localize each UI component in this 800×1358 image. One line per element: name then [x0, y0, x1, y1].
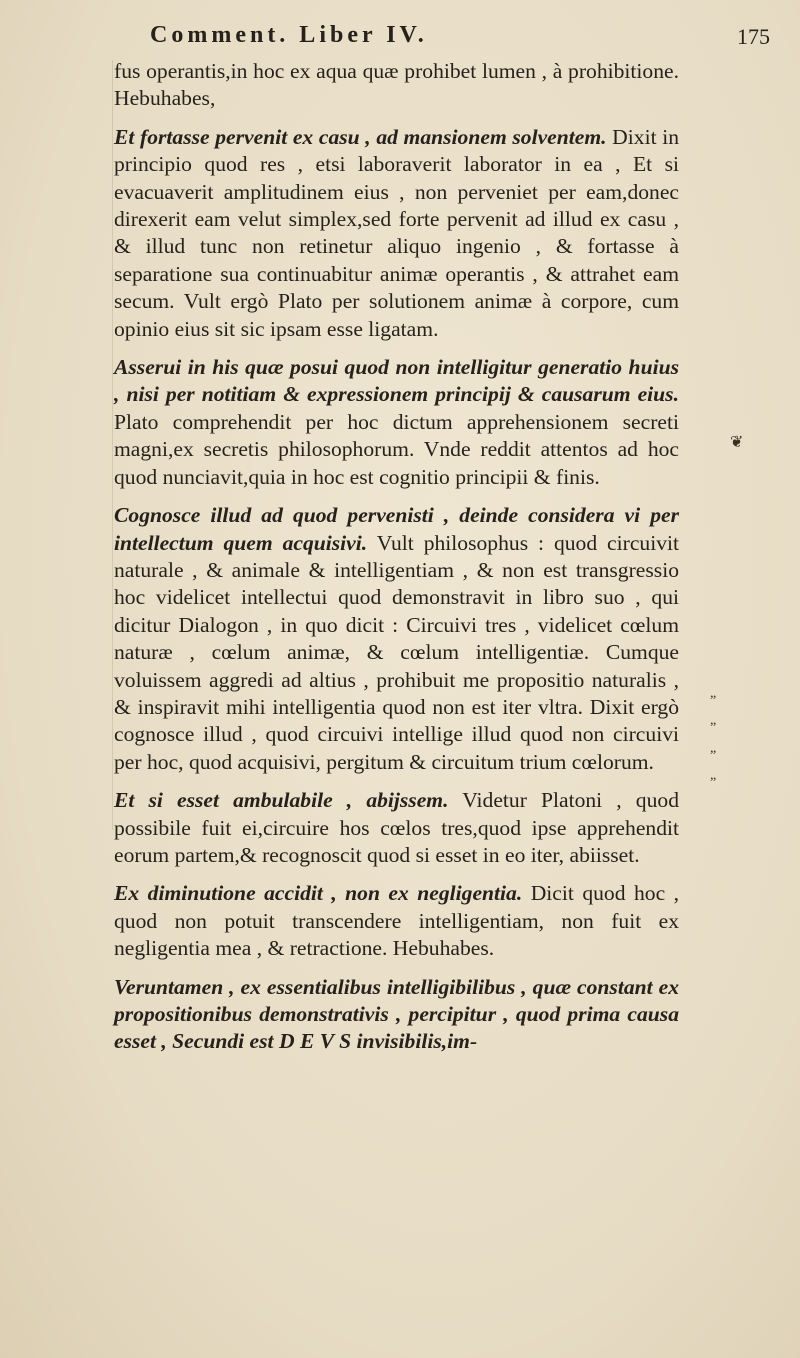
page-number: 175: [737, 24, 770, 49]
lemma: Asserui in his quæ posui quod non intelligitur generatio huius , nisi per notitiam & expressionem principij & causarum eius.: [114, 355, 679, 407]
paragraph-text: Dixit in principio quod res , etsi laboraverit laborator in ea , Et si evacuaverit amplitudinem eius , non perveniet per eam,donec direxerit eam velut simplex,sed forte pervenit ad illud ex casu , & illud tunc non retinetur aliquo ingenio , & fortasse à separatione sua continuabitur animæ operantis , & attrahet eam secum. Vult ergò Plato per solutionem animæ à corpore, cum opinio eius sit sic ipsam esse ligatam.: [114, 124, 680, 341]
paragraph-text: Dicit quod hoc , quod non potuit transcendere intelligentiam, non fuit ex negligentia mea , & retractione. Hebuhabes.: [114, 881, 679, 961]
quote-mark: „: [710, 713, 717, 729]
quote-mark: „: [710, 740, 717, 756]
paragraph: [114, 124, 679, 343]
quote-mark: „: [710, 686, 717, 701]
paragraph-text: Videtur Platoni , quod possibile fuit ei,circuire hos cœlos tres,quod ipse apprehendit eorum partem,& recognoscit quod si esset in eo iter, abiisset.: [114, 788, 679, 867]
lemma: Et fortasse pervenit ex casu , ad mansionem solventem.: [114, 124, 607, 149]
paragraph: [114, 787, 679, 869]
paragraph-text: fus operantis,in hoc ex aqua quæ prohibet lumen , à prohibitione. Hebuhabes,: [114, 59, 679, 111]
lemma: Cognosce illud ad quod pervenisti , deinde considera vi per intellectum quem acquisivi.: [114, 503, 679, 555]
paragraph-text: Plato comprehendit per hoc dictum apprehensionem secreti magni,ex secretis philosophorum. Vnde reddit attentos ad hoc quod nunciavit,quia in hoc est cognitio principii & finis.: [114, 409, 679, 489]
paragraph-text: Vult philosophus : quod circuivit naturale , & animale & intelligentiam , & non est transgressio hoc videlicet intellectui quod demonstravit in libro suo , qui dicitur Dialogon , in quo dicit : Circuivi tres , videlicet cœlum naturæ , cœlum animæ, & cœlum intelligentiæ. Cumque voluissem aggredi ad altius , prohibuit me propositio naturalis , & inspiravit mihi intelligentia quod non est iter vltra. Dixit ergò cognosce illud , quod circuivi intellige illud quod non circuivi per hoc, quod acquisivi, pergitum & circuitum trium cœlorum.: [114, 530, 680, 774]
paragraph: [114, 974, 679, 1056]
paragraph: [114, 502, 679, 776]
margin-rule: [112, 60, 113, 830]
paragraph: [114, 880, 679, 962]
main-text: [114, 58, 679, 1067]
lemma: Veruntamen , ex essentialibus intelligibilibus , quæ constant ex propositionibus demonstrativis , percipitur , quod prima causa esset , Secundi est D E V S invisibilis,im-: [114, 974, 679, 1054]
marginal-quote-marks: [710, 680, 730, 790]
lemma: Et si esset ambulabile , abijssem.: [114, 788, 449, 813]
paragraph: [114, 58, 679, 113]
quote-mark: „: [710, 768, 717, 784]
running-head: Comment. Liber IV.: [150, 22, 428, 48]
fleuron-ornament: ❦: [730, 432, 744, 451]
paragraph: [114, 354, 679, 491]
lemma: Ex diminutione accidit , non ex negligentia.: [114, 881, 523, 906]
